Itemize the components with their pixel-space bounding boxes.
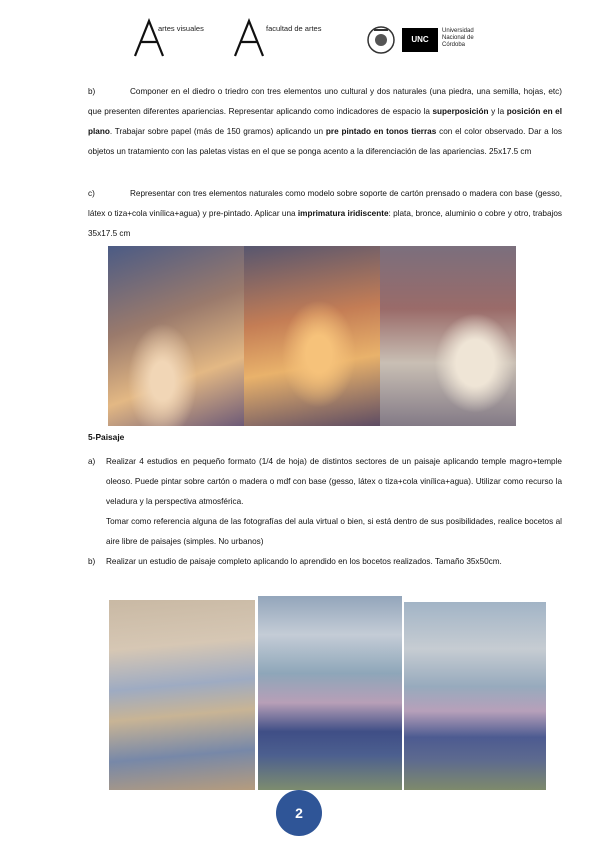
para-b-text-1: Componer en el diedro o triedro con tres elementos uno cultural y dos naturales (una piedra, una semilla, hojas, etc) que presenten diferentes apariencias. Representar aplicando como indicadores de espacio la bbox=[88, 87, 562, 116]
logo1-text: artes visuales bbox=[158, 24, 204, 33]
para-b-bold-2: posición en el plano bbox=[88, 107, 562, 136]
university-seal-icon bbox=[366, 24, 396, 56]
para-c-text-2: : plata, bronce, aluminio o cobre y otro, trabajos 35x17.5 cm bbox=[88, 209, 562, 238]
paragraph-b bbox=[88, 82, 562, 162]
item-b-text: Realizar un estudio de paisaje completo aplicando lo aprendido en los bocetos realizados. Tamaño 35x50cm. bbox=[106, 557, 502, 566]
para-b-text-4: con el color observado. Dar a los objetos un tratamiento con las paletas vistas en el que se ponga acento a la diferenciación de las apariencias. 25x17.5 cm bbox=[88, 127, 562, 156]
section-title: 5-Paisaje bbox=[88, 432, 125, 442]
para-b-text-3: . Trabajar sobre papel (más de 150 gramos) aplicando un bbox=[109, 127, 326, 136]
paragraph-c bbox=[88, 184, 562, 244]
landscape-painting-2 bbox=[258, 596, 402, 790]
facultad-de-artes-logo bbox=[232, 18, 266, 58]
still-life-painting-2 bbox=[244, 246, 380, 426]
still-life-painting-3 bbox=[380, 246, 516, 426]
item-a-text: Realizar 4 estudios en pequeño formato (1/4 de hoja) de distintos sectores de un paisaje aplicando temple magro+temple oleoso. Puede pintar sobre cartón o madera o mdf con base (gesso, látex o tiza+cola vinílica+agua). Utilizar como recurso la veladura y la perspectiva atmosférica. bbox=[106, 457, 562, 506]
para-b-bold-1: superposición bbox=[432, 107, 489, 116]
landscape-painting-1 bbox=[109, 600, 255, 790]
item-a-continuation: Tomar como referencia alguna de las fotografías del aula virtual o bien, si está dentro de sus posibilidades, realice bocetos al aire libre de paisajes (simples. No urbanos) bbox=[106, 517, 562, 546]
unc-logo bbox=[366, 24, 486, 58]
para-b-bold-3: pre pintado en tonos tierras bbox=[325, 127, 437, 136]
label-c: c) bbox=[88, 189, 95, 198]
still-life-painting-1 bbox=[108, 246, 244, 426]
header bbox=[0, 18, 600, 62]
para-b-text-2: y la bbox=[488, 107, 507, 116]
unc-name: Universidad Nacional de Córdoba bbox=[442, 28, 474, 48]
para-c-text-1: Representar con tres elementos naturales como modelo sobre soporte de cartón prensado o madera con base (gesso, látex o tiza+cola vinílica+agua) y pre-pintado. Aplicar una bbox=[88, 189, 562, 218]
section5-list bbox=[88, 452, 562, 572]
label-b2: b) bbox=[88, 557, 96, 566]
para-c-bold-1: imprimatura iridiscente bbox=[297, 209, 389, 218]
label-a: a) bbox=[88, 457, 96, 466]
unc-badge: UNC bbox=[402, 28, 438, 52]
landscape-painting-3 bbox=[404, 602, 546, 790]
label-b: b) bbox=[88, 87, 96, 96]
page-number: 2 bbox=[276, 790, 322, 836]
logo2-text: facultad de artes bbox=[266, 24, 322, 33]
